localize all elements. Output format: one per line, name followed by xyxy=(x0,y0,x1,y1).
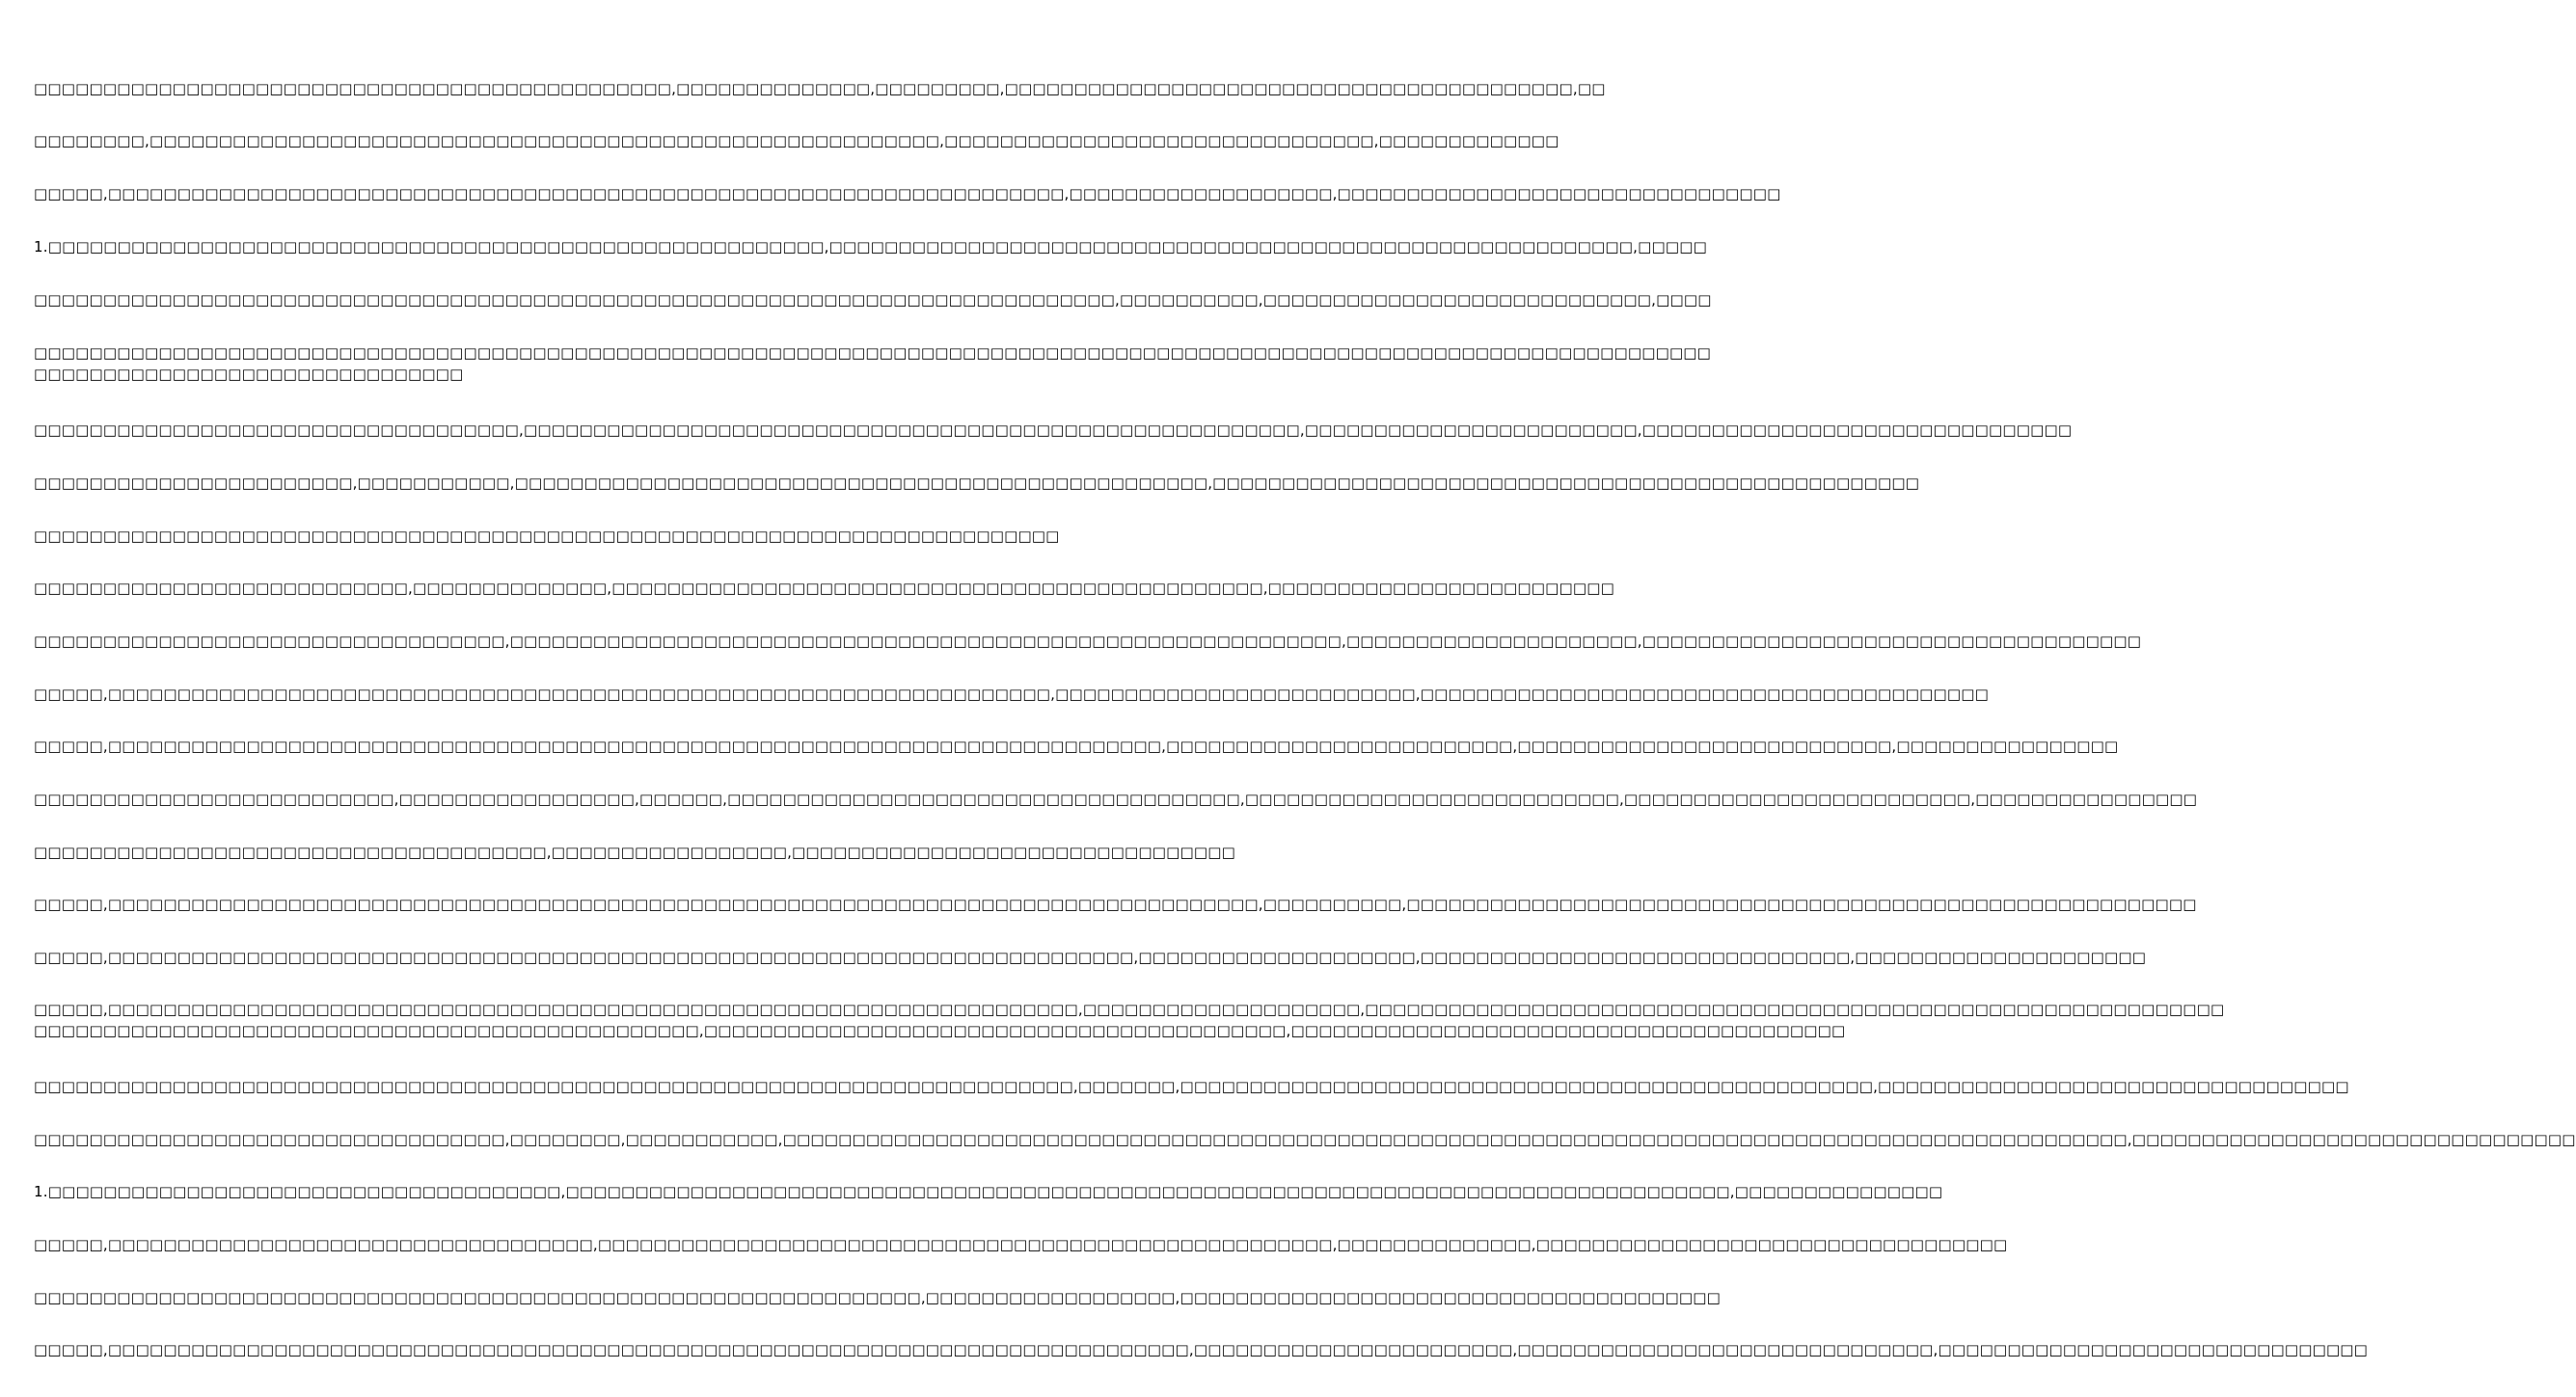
paragraph-5 xyxy=(34,289,1712,310)
paragraph-23 xyxy=(34,1287,1721,1308)
paragraph-line: □□□□□□□□□□□□□□□□□□□□□□□□□□□□□□□□□□,□□□□□□□□□□□□□□□□□□□□□□□□□□□□□□□□□□□□□□□□□□□□□□□□□□□□□□□□□□□□,□□□□□□□□□□□□□□□□□□□□□,□□□□□□□□□□□□□□□□□□□□□□□□□□□□□□□□□□□□ xyxy=(34,632,2142,650)
paragraph-8 xyxy=(34,472,1920,494)
paragraph-line: □□□□□□□□□□□□□□□□□□□□□□□□□□□□□□□□□□□□□□□□□□□□□□□□□□□□□□□□□□□□□□□□□□□□□□□□□□□,□□□□□□□,□□□□□□□□□□□□□□□□□□□□□□□□□□□□□□□□□□□□□□□□□□□□□□□□□□,□□□□□□□□□□□□□□□□□□□□□□□□□□□□□□□□□□ xyxy=(34,1078,2349,1095)
paragraph-line: □□□□□□□□□□□□□□□□□□□□□□□□□□□□□□□□□□□□□□□□□□□□□□□□□□□□□□□□□□□□□□□□,□□□□□□□□□□□□□□□□□□,□□□□□□□□□□□□□□□□□□□□□□□□□□□□□□□□□□□□□□□ xyxy=(34,1289,1721,1306)
paragraph-line: 1.□□□□□□□□□□□□□□□□□□□□□□□□□□□□□□□□□□□□□,□□□□□□□□□□□□□□□□□□□□□□□□□□□□□□□□□□□□□□□□□□□□□□□□□□□□□□□□□□□□□□□□□□□□□□□□□□□□□□□□□□□□,□□□□□□□□□□□□□□□ xyxy=(34,1183,1943,1200)
paragraph-9 xyxy=(34,525,1060,547)
paragraph-10 xyxy=(34,578,1614,599)
paragraph-6 xyxy=(34,342,1712,385)
paragraph-line: □□□□□,□□□□□□□□□□□□□□□□□□□□□□□□□□□□□□□□□□□□□□□□□□□□□□□□□□□□□□□□□□□□□□□□□□□□□□□□□□□□□□,□□□□□□□□□□□□□□□□□□□□□□□,□□□□□□□□□□□□□□□□□□□□□□□□□□□□□□,□□□□□□□□□□□□□□□□□□□□□□□□□□□□□□□ xyxy=(34,1341,2369,1358)
paragraph-1 xyxy=(34,78,1606,99)
paragraph-line: □□□□□□□□□□□□□□□□□□□□□□□□□□,□□□□□□□□□□□□□□□□□,□□□□□□,□□□□□□□□□□□□□□□□□□□□□□□□□□□□□□□□□□□□□,□□□□□□□□□□□□□□□□□□□□□□□□□□□,□□□□□□□□□□□□□□□□□□□□□□□□□,□□□□□□□□□□□□□□□□ xyxy=(34,791,2198,808)
paragraph-18 xyxy=(34,999,2225,1041)
paragraph-13 xyxy=(34,736,2119,757)
paragraph-line: □□□□□,□□□□□□□□□□□□□□□□□□□□□□□□□□□□□□□□□□□□□□□□□□□□□□□□□□□□□□□□□□□□□□□□□□□□□□,□□□□□□□□□□□□□□□□□□□□,□□□□□□□□□□□□□□□□□□□□□□□□□□□□□□□□□□□□□□□□□□□□□□□□□□□□□□□□□□□□□□ xyxy=(34,1001,2225,1018)
paragraph-line: □□□□□□□□□□□□□□□□□□□□□□□□□□□□□□□□□□□□□□□□□□□□□□□□□□□□□□□□□□□□□□□□□□□□□□□□□□ xyxy=(34,527,1060,545)
paragraph-16 xyxy=(34,894,2197,915)
paragraph-line: □□□□□,□□□□□□□□□□□□□□□□□□□□□□□□□□□□□□□□□□□,□□□□□□□□□□□□□□□□□□□□□□□□□□□□□□□□□□□□□□□□□□□□□□□□□□□□□,□□□□□□□□□□□□□□,□□□□□□□□□□□□□□□□□□□□□□□□□□□□□□□□□□ xyxy=(34,1236,2008,1253)
paragraph-15 xyxy=(34,842,1235,863)
paragraph-line: □□□□□□□□□□□□□□□□□□□□□□□□□□□□□□□□□□□□□□□□□□□□□□□□□□□□□□□□□□□□□□□□□□□□□□□□□□□□□□,□□□□□□□□□□,□□□□□□□□□□□□□□□□□□□□□□□□□□□□,□□□□ xyxy=(34,291,1712,309)
paragraph-line: □□□□□□□□□□□□□□□□□□□□□□□□□□□□□□□□□□□,□□□□□□□□□□□□□□□□□□□□□□□□□□□□□□□□□□□□□□□□□□□□□□□□□□□□□□□□,□□□□□□□□□□□□□□□□□□□□□□□□,□□□□□□□□□□□□□□□□□□□□□□□□□□□□□□□ xyxy=(34,421,2073,439)
paragraph-line: □□□□□□□□□□□□□□□□□□□□□□□□□□□□□□□□□□□□□□□□□□□□□□□□,□□□□□□□□□□□□□□□□□□□□□□□□□□□□□□□□□□□□□□□□□□,□□□□□□□□□□□□□□□□□□□□□□□□□□□□□□□□□□□□□□□□ xyxy=(34,1022,1846,1039)
paragraph-22 xyxy=(34,1234,2008,1255)
paragraph-line: □□□□□□□□□□□□□□□□□□□□□□□□□□□□□□□□□□□□□,□□□□□□□□□□□□□□□□□,□□□□□□□□□□□□□□□□□□□□□□□□□□□□□□□□ xyxy=(34,844,1235,861)
paragraph-line: □□□□□□□□,□□□□□□□□□□□□□□□□□□□□□□□□□□□□□□□□□□□□□□□□□□□□□□□□□□□□□□□□□,□□□□□□□□□□□□□□□□□□□□□□□□□□□□□□□,□□□□□□□□□□□□□ xyxy=(34,132,1559,149)
paragraph-17 xyxy=(34,947,2147,968)
paragraph-3 xyxy=(34,183,1781,204)
paragraph-line: □□□□□□□□□□□□□□□□□□□□□□□□□□□□□□□□□□□□□□□□□□□□□□□□□□□□□□□□□□□□□□□□□□□□□□□□□□□□□□□□□□□□□□□□□□□□□□□□□□□□□□□□□□□□□□□□□□□□□□□□□ xyxy=(34,344,1712,362)
paragraph-line: □□□□□,□□□□□□□□□□□□□□□□□□□□□□□□□□□□□□□□□□□□□□□□□□□□□□□□□□□□□□□□□□□□□□□□□□□□□□□□□□□□□□□□□□□,□□□□□□□□□□,□□□□□□□□□□□□□□□□□□□□□□□□□□□□□□□□□□□□□□□□□□□□□□□□□□□□□□□□□ xyxy=(34,896,2197,913)
paragraph-19 xyxy=(34,1076,2349,1097)
paragraph-line: □□□□□,□□□□□□□□□□□□□□□□□□□□□□□□□□□□□□□□□□□□□□□□□□□□□□□□□□□□□□□□□□□□□□□□□□□□,□□□□□□□□□□□□□□□□□□□□□□□□□□,□□□□□□□□□□□□□□□□□□□□□□□□□□□□□□□□□□□□□□□□□ xyxy=(34,685,1990,703)
document-page xyxy=(34,0,2576,1397)
paragraph-line: □□□□□□□□□□□□□□□□□□□□□□□□□□□□□□□□□□,□□□□□□□□,□□□□□□□□□□□,□□□□□□□□□□□□□□□□□□□□□□□□□□□□□□□□□□□□□□□□□□□□□□□□□□□□□□□□□□□□□□□□□□□□□□□□□□□□□□□□□□□□□□□□□□□□□□□□□,□□□□□□□□□□□□□□□□□□□□□□□□□□□□□□□□ xyxy=(34,1131,2576,1148)
paragraph-line: □□□□□,□□□□□□□□□□□□□□□□□□□□□□□□□□□□□□□□□□□□□□□□□□□□□□□□□□□□□□□□□□□□□□□□□□□□□□□□□□,□□□□□□□□□□□□□□□□□□□□,□□□□□□□□□□□□□□□□□□□□□□□□□□□□□□□,□□□□□□□□□□□□□□□□□□□□□ xyxy=(34,949,2147,966)
paragraph-2 xyxy=(34,130,1559,151)
paragraph-line: □□□□□□□□□□□□□□□□□□□□□□□□□□□□□□□□□□□□□□□□□□□□□□,□□□□□□□□□□□□□□,□□□□□□□□□,□□□□□□□□□□□□□□□□□□□□□□□□□□□□□□□□□□□□□□□□□,□□ xyxy=(34,80,1606,97)
paragraph-14 xyxy=(34,789,2198,810)
paragraph-4 xyxy=(34,236,1707,257)
paragraph-7 xyxy=(34,419,2073,441)
paragraph-line: □□□□□,□□□□□□□□□□□□□□□□□□□□□□□□□□□□□□□□□□□□□□□□□□□□□□□□□□□□□□□□□□□□□□□□□□□□□,□□□□□□□□□□□□□□□□□□□,□□□□□□□□□□□□□□□□□□□□□□□□□□□□□□□□ xyxy=(34,185,1781,202)
paragraph-20 xyxy=(34,1129,2576,1150)
paragraph-24 xyxy=(34,1339,2369,1360)
paragraph-line: □□□□□□□□□□□□□□□□□□□□□□□,□□□□□□□□□□□,□□□□□□□□□□□□□□□□□□□□□□□□□□□□□□□□□□□□□□□□□□□□□□□□□□,□□□□□□□□□□□□□□□□□□□□□□□□□□□□□□□□□□□□□□□□□□□□□□□□□□□ xyxy=(34,474,1920,492)
paragraph-line: 1.□□□□□□□□□□□□□□□□□□□□□□□□□□□□□□□□□□□□□□□□□□□□□□□□□□□□□□□□,□□□□□□□□□□□□□□□□□□□□□□□□□□□□□□□□□□□□□□□□□□□□□□□□□□□□□□□□□□,□□□□□ xyxy=(34,238,1707,255)
paragraph-line: □□□□□□□□□□□□□□□□□□□□□□□□□□□□□□□ xyxy=(34,365,464,383)
paragraph-12 xyxy=(34,684,1990,705)
paragraph-line: □□□□□,□□□□□□□□□□□□□□□□□□□□□□□□□□□□□□□□□□□□□□□□□□□□□□□□□□□□□□□□□□□□□□□□□□□□□□□□□□□□,□□□□□□□□□□□□□□□□□□□□□□□□□,□□□□□□□□□□□□□□□□□□□□□□□□□□□,□□□□□□□□□□□□□□□□ xyxy=(34,738,2119,755)
paragraph-line: □□□□□□□□□□□□□□□□□□□□□□□□□□□,□□□□□□□□□□□□□□,□□□□□□□□□□□□□□□□□□□□□□□□□□□□□□□□□□□□□□□□□□□□□□□,□□□□□□□□□□□□□□□□□□□□□□□□□ xyxy=(34,579,1614,597)
paragraph-11 xyxy=(34,631,2142,652)
paragraph-21 xyxy=(34,1181,1943,1202)
